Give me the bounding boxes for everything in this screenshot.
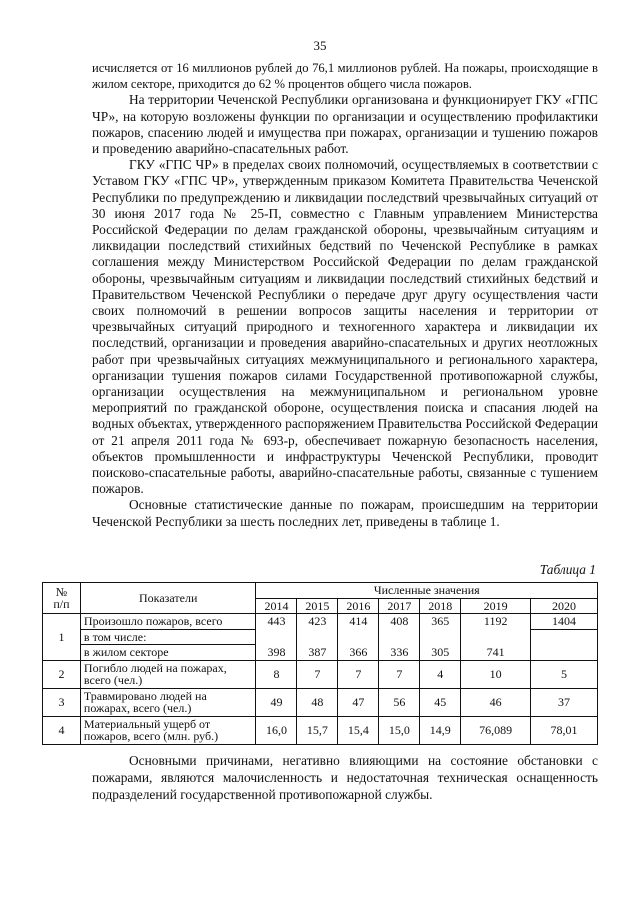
cell-value: 387 xyxy=(297,645,338,661)
header-num: № п/п xyxy=(43,583,81,614)
row-label: Произошло пожаров, всего xyxy=(80,614,256,630)
cell-value: 1404 xyxy=(531,614,598,630)
header-year: 2017 xyxy=(379,598,420,614)
cell-value: 365 xyxy=(420,614,461,630)
header-values-group: Численные значения xyxy=(256,583,598,599)
cell-value: 14,9 xyxy=(420,716,461,744)
header-indicators: Показатели xyxy=(80,583,256,614)
cell-value: 7 xyxy=(297,660,338,688)
header-year: 2016 xyxy=(338,598,379,614)
row-num: 3 xyxy=(43,688,81,716)
cell-value: 398 xyxy=(256,645,297,661)
row-num: 2 xyxy=(43,660,81,688)
cell-value: 56 xyxy=(379,688,420,716)
table-row xyxy=(43,645,598,661)
row-num: 4 xyxy=(43,716,81,744)
table-row xyxy=(43,629,598,645)
header-year: 2019 xyxy=(461,598,531,614)
cell-value xyxy=(297,629,338,645)
cell-value: 48 xyxy=(297,688,338,716)
cell-value: 7 xyxy=(379,660,420,688)
cell-value: 443 xyxy=(256,614,297,630)
cell-value: 408 xyxy=(379,614,420,630)
cell-value: 741 xyxy=(461,645,531,661)
cell-value xyxy=(531,629,598,645)
cell-value: 414 xyxy=(338,614,379,630)
cell-value: 423 xyxy=(297,614,338,630)
paragraph-2: На территории Чеченской Республики организована и функционирует ГКУ «ГПС ЧР», на которую возложены функции по организации и осуществлению профилактики пожаров, спасению людей и имущества при пожарах, организации и тушению пожаров и проведению аварийно-спасательных работ. xyxy=(92,92,598,157)
cell-value: 4 xyxy=(420,660,461,688)
cell-value xyxy=(420,629,461,645)
cell-value: 7 xyxy=(338,660,379,688)
cell-value: 78,01 xyxy=(531,716,598,744)
table-row xyxy=(43,716,598,744)
cell-value xyxy=(379,629,420,645)
paragraph-3: ГКУ «ГПС ЧР» в пределах своих полномочий, осуществляемых в соответствии с Уставом ГКУ «ГПС ЧР», утвержденным приказом Комитета Правительства Чеченской Республики по предупреждению и ликвидации последствий чрезвычайных ситуаций от 30 июня 2017 года № 25-П, совместно с Главным управлением Министерства Российской Федерации по делам гражданской обороны, чрезвычайным ситуациям и ликвидации последствий стихийных бедствий по Чеченской Республике в рамках соглашения между Министерством Российской Федерации по делам гражданской обороны, чрезвычайным ситуациям и ликвидации последствий стихийных бедствий и Правительством Чеченской Республики о передаче друг другу осуществления части своих полномочий в решении вопросов защиты населения и территории от чрезвычайных ситуаций природного и техногенного характера и ликвидации их последствий, организации и проведения аварийно-спасательных и других неотложных работ при чрезвычайных ситуациях межмуниципального и регионального характера, организации тушения пожаров силами Государственной противопожарной службы, организации осуществления на межмуниципальном и региональном уровне мероприятий по гражданской обороне, осуществления поиска и спасания людей на водных объектах, утвержденного распоряжением Правительства Российской Федерации от 21 апреля 2011 года № 693-р, обеспечивает пожарную безопасность населения, объектов промышленности и инфраструктуры Чеченской Республики, проводит поисково-спасательные работы, аварийно-спасательные работы, связанные с тушением пожаров. xyxy=(92,157,598,497)
table-row xyxy=(43,614,598,630)
row-label: Материальный ущерб от пожаров, всего (млн. руб.) xyxy=(80,716,256,744)
cell-value: 336 xyxy=(379,645,420,661)
cell-value: 15,7 xyxy=(297,716,338,744)
row-label: в жилом секторе xyxy=(80,645,256,661)
cell-value: 37 xyxy=(531,688,598,716)
table-header-row xyxy=(43,583,598,599)
row-label: Погибло людей на пожарах, всего (чел.) xyxy=(80,660,256,688)
paragraph-1: исчисляется от 16 миллионов рублей до 76,1 миллионов рублей. На пожары, происходящие в жилом секторе, приходится до 62 % процентов общего числа пожаров. xyxy=(92,61,598,92)
cell-value: 305 xyxy=(420,645,461,661)
header-year: 2018 xyxy=(420,598,461,614)
cell-value xyxy=(531,645,598,661)
cell-value: 1192 xyxy=(461,614,531,630)
table-row xyxy=(43,688,598,716)
row-label: Травмировано людей на пожарах, всего (чел.) xyxy=(80,688,256,716)
table-row xyxy=(43,660,598,688)
body-text xyxy=(92,60,598,530)
cell-value: 45 xyxy=(420,688,461,716)
closing-paragraph: Основными причинами, негативно влияющими на состояние обстановки с пожарами, являются малочисленность и недостаточная техническая оснащенность подразделений государственной противопожарной службы. xyxy=(92,753,598,802)
cell-value: 46 xyxy=(461,688,531,716)
cell-value: 47 xyxy=(338,688,379,716)
cell-value: 10 xyxy=(461,660,531,688)
cell-value: 15,0 xyxy=(379,716,420,744)
cell-value: 5 xyxy=(531,660,598,688)
cell-value: 8 xyxy=(256,660,297,688)
cell-value: 76,089 xyxy=(461,716,531,744)
cell-value xyxy=(461,629,531,645)
paragraph-4: Основные статистические данные по пожарам, происшедшим на территории Чеченской Республики за шесть последних лет, приведены в таблице 1. xyxy=(92,497,598,529)
table-caption: Таблица 1 xyxy=(539,562,596,577)
closing-text xyxy=(92,752,598,803)
header-year: 2014 xyxy=(256,598,297,614)
header-year: 2020 xyxy=(531,598,598,614)
cell-value: 49 xyxy=(256,688,297,716)
cell-value xyxy=(338,629,379,645)
row-num: 1 xyxy=(43,614,81,661)
row-label: в том числе: xyxy=(80,629,256,645)
cell-value: 16,0 xyxy=(256,716,297,744)
header-year: 2015 xyxy=(297,598,338,614)
cell-value: 366 xyxy=(338,645,379,661)
cell-value: 15,4 xyxy=(338,716,379,744)
cell-value xyxy=(256,629,297,645)
page-number: 35 xyxy=(313,38,327,53)
statistics-table xyxy=(42,582,598,745)
